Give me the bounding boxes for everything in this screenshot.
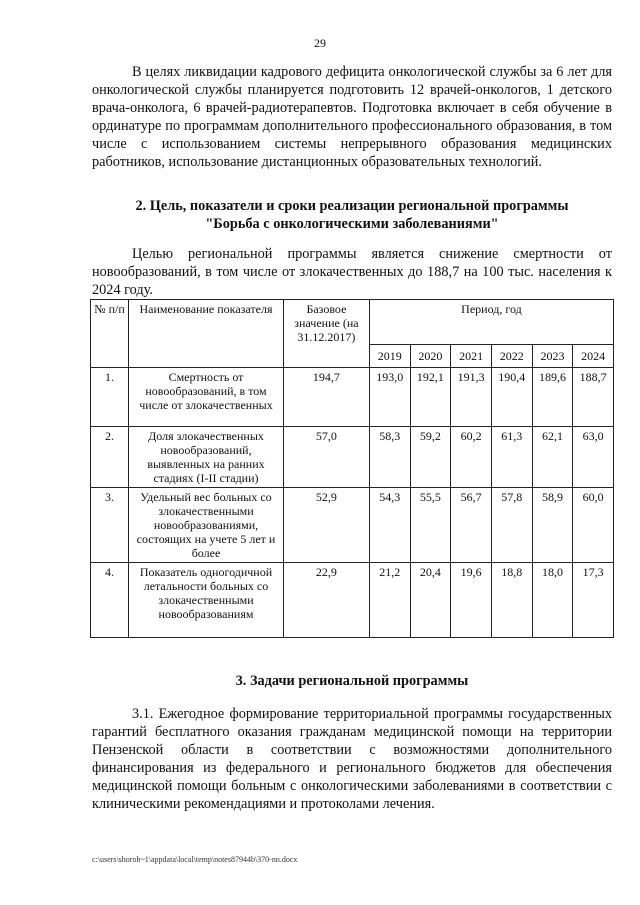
section-2-heading-line-1: 2. Цель, показатели и сроки реализации региональной программы xyxy=(135,198,569,214)
row-name: Смертность от новообразований, в том числе от злокачественных xyxy=(129,368,284,427)
row-value: 60,2 xyxy=(451,427,492,488)
row-base: 52,9 xyxy=(283,488,369,563)
row-num: 3. xyxy=(91,488,129,563)
goal-paragraph xyxy=(92,245,612,299)
row-num: 2. xyxy=(91,427,129,488)
row-value: 191,3 xyxy=(451,368,492,427)
row-base: 57,0 xyxy=(283,427,369,488)
year-cell: 2020 xyxy=(410,345,451,368)
row-value: 193,0 xyxy=(369,368,410,427)
row-value: 20,4 xyxy=(410,563,451,638)
year-cell: 2021 xyxy=(451,345,492,368)
section-2-heading-line-2: "Борьба с онкологическими заболеваниями" xyxy=(205,216,499,232)
row-value: 62,1 xyxy=(532,427,573,488)
row-value: 190,4 xyxy=(491,368,532,427)
row-value: 17,3 xyxy=(573,563,614,638)
header-num: № п/п xyxy=(91,300,129,368)
row-value: 63,0 xyxy=(573,427,614,488)
intro-paragraph-text: В целях ликвидации кадрового дефицита онкологической службы за 6 лет для онкологической службы планируется подготовить 12 врачей-онкологов, 1 детского врача-онколога, 6 врачей-радиотерапевтов. Подготовка включает в себя обучение в ординатуре по программам дополнительного профессионального образования, в том числе с использованием системы непрерывного образования медицинских работников, использование дистанционных образовательных технологий. xyxy=(92,64,612,170)
table-row xyxy=(91,427,614,488)
indicators-table xyxy=(90,299,614,638)
goal-paragraph-text: Целью региональной программы является снижение смертности от новообразований, в том числе от злокачественных до 188,7 на 100 тыс. населения к 2024 году. xyxy=(92,246,612,298)
row-num: 4. xyxy=(91,563,129,638)
table-header-row xyxy=(91,300,614,345)
section-3-heading: 3. Задачи региональной программы xyxy=(235,673,469,689)
row-value: 58,3 xyxy=(369,427,410,488)
row-value: 56,7 xyxy=(451,488,492,563)
row-name: Удельный вес больных со злокачественными новообразованиями, состоящих на учете 5 лет и более xyxy=(129,488,284,563)
row-value: 57,8 xyxy=(491,488,532,563)
row-value: 59,2 xyxy=(410,427,451,488)
header-name: Наименование показателя xyxy=(129,300,284,368)
row-value: 58,9 xyxy=(532,488,573,563)
row-value: 19,6 xyxy=(451,563,492,638)
year-cell: 2024 xyxy=(573,345,614,368)
page-number: 29 xyxy=(314,36,326,50)
table-row xyxy=(91,368,614,427)
row-value: 18,8 xyxy=(491,563,532,638)
row-base: 22,9 xyxy=(283,563,369,638)
row-value: 60,0 xyxy=(573,488,614,563)
year-cell: 2019 xyxy=(369,345,410,368)
row-value: 21,2 xyxy=(369,563,410,638)
task-paragraph xyxy=(92,705,612,813)
row-name: Показатель одногодичной летальности больных со злокачественными новообразованиям xyxy=(129,563,284,638)
row-value: 189,6 xyxy=(532,368,573,427)
row-value: 18,0 xyxy=(532,563,573,638)
row-value: 188,7 xyxy=(573,368,614,427)
task-paragraph-text: 3.1. Ежегодное формирование территориальной программы государственных гарантий бесплатного оказания гражданам медицинской помощи на территории Пензенской области в соответствии с возможностями дополнительного финансирования из федерального и регионального бюджетов для обеспечения медицинской помощи больным с онкологическими заболеваниями в соответствии с клиническими рекомендациями и протоколами лечения. xyxy=(92,706,612,812)
year-cell: 2022 xyxy=(491,345,532,368)
table-row xyxy=(91,563,614,638)
row-num: 1. xyxy=(91,368,129,427)
row-value: 61,3 xyxy=(491,427,532,488)
year-cell: 2023 xyxy=(532,345,573,368)
row-base: 194,7 xyxy=(283,368,369,427)
row-value: 192,1 xyxy=(410,368,451,427)
footer-file-path: c:\users\shoroh~1\appdata\local\temp\notes87944b\370-nn.docx xyxy=(92,855,298,864)
row-value: 55,5 xyxy=(410,488,451,563)
header-period: Период, год xyxy=(369,300,613,345)
intro-paragraph xyxy=(92,63,612,171)
row-value: 54,3 xyxy=(369,488,410,563)
section-2-heading xyxy=(92,197,612,233)
header-base: Базовое значение (на 31.12.2017) xyxy=(283,300,369,368)
table-row xyxy=(91,488,614,563)
row-name: Доля злокачественных новообразований, выявленных на ранних стадиях (I-II стадии) xyxy=(129,427,284,488)
